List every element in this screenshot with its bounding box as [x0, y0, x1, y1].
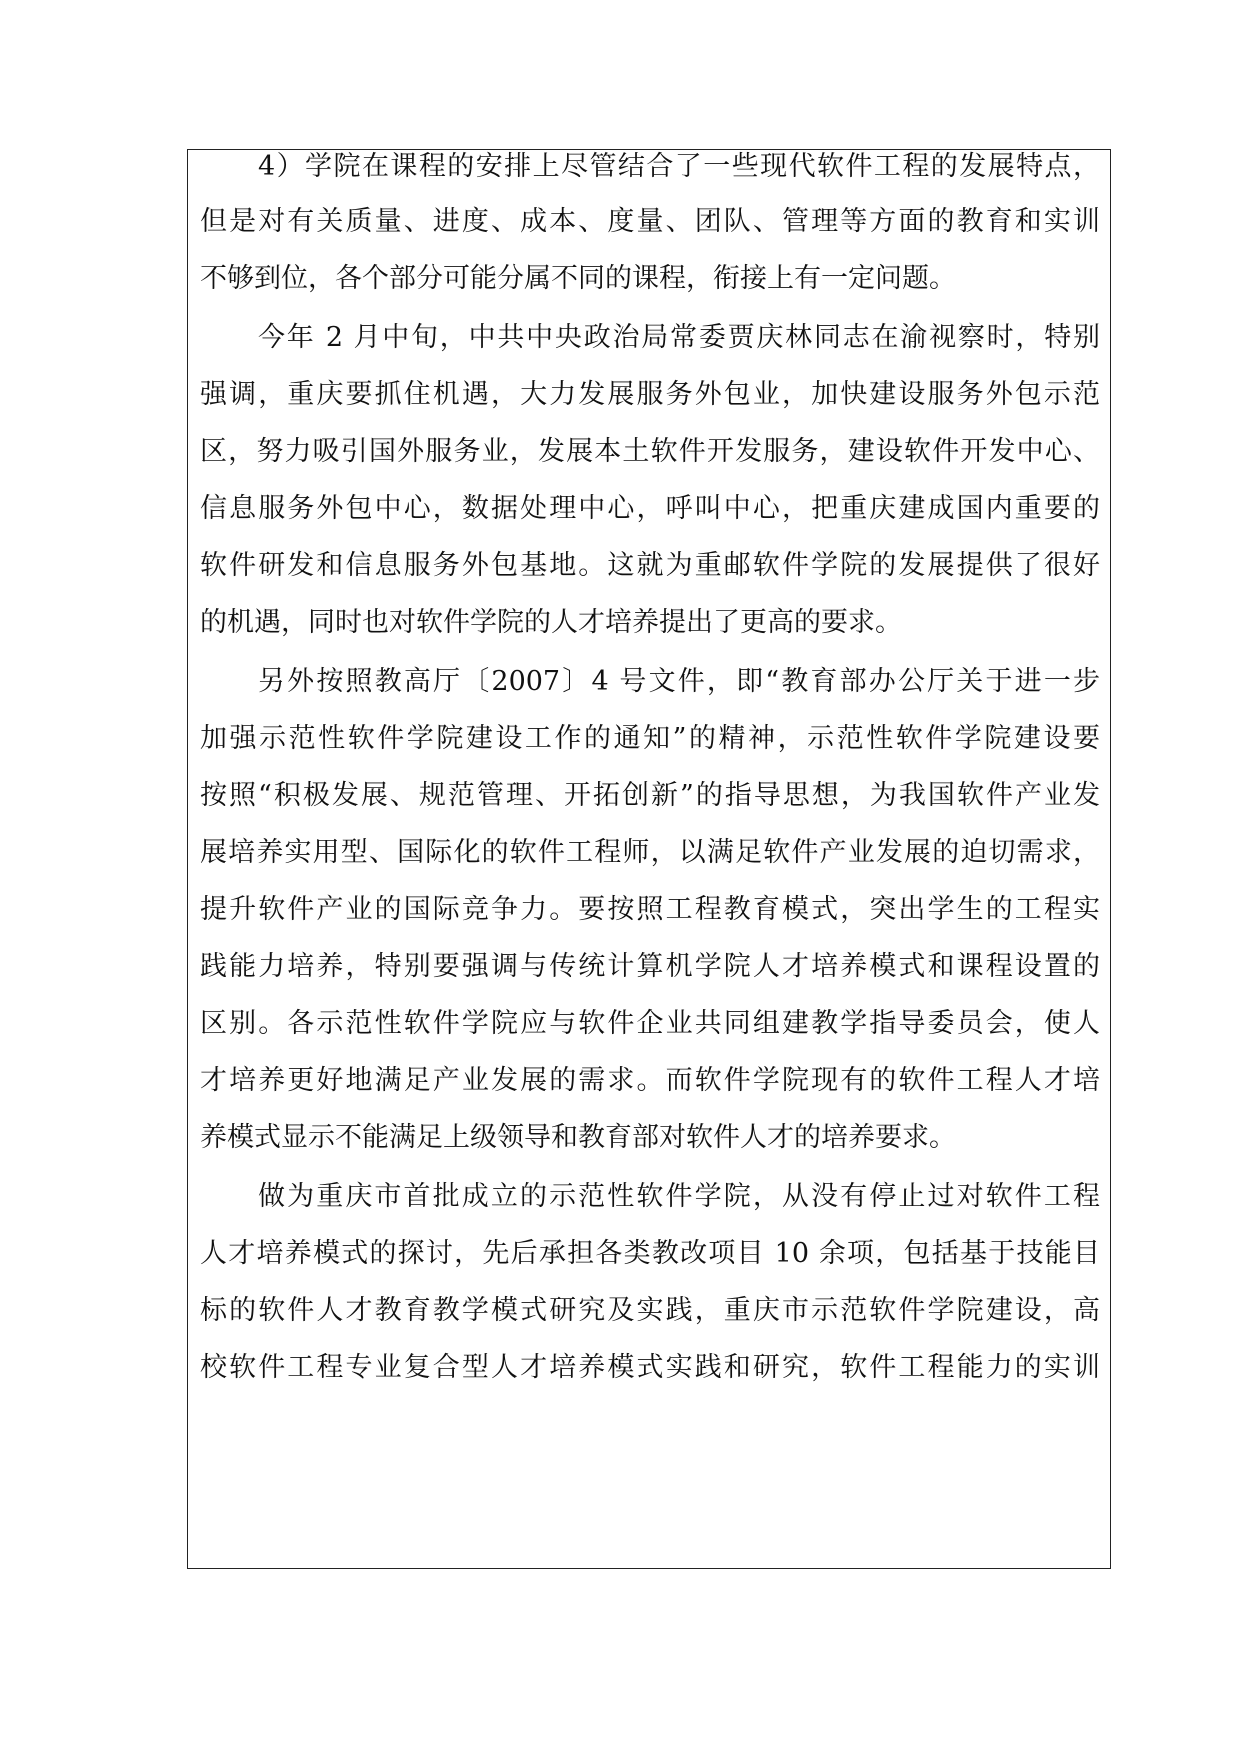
paragraph-2-line-2: 强调，重庆要抓住机遇，大力发展服务外包业，加快建设服务外包示范 [200, 379, 1100, 410]
paragraph-3-line-6: 践能力培养，特别要强调与传统计算机学院人才培养模式和课程设置的 [200, 951, 1100, 982]
paragraph-4-line-1: 做为重庆市首批成立的示范性软件学院，从没有停止过对软件工程 [258, 1181, 1100, 1212]
paragraph-3-line-1: 另外按照教高厅〔2007〕4 号文件，即“教育部办公厅关于进一步 [258, 666, 1100, 697]
paragraph-3-line-8: 才培养更好地满足产业发展的需求。而软件学院现有的软件工程人才培 [200, 1065, 1100, 1096]
paragraph-3-line-3: 按照“积极发展、规范管理、开拓创新”的指导思想，为我国软件产业发 [200, 780, 1100, 811]
paragraph-4-line-4: 校软件工程专业复合型人才培养模式实践和研究，软件工程能力的实训 [200, 1352, 1100, 1383]
paragraph-2-line-3: 区，努力吸引国外服务业，发展本土软件开发服务，建设软件开发中心、 [200, 436, 1100, 467]
paragraph-1-line-2: 但是对有关质量、进度、成本、度量、团队、管理等方面的教育和实训 [200, 206, 1100, 237]
paragraph-4-line-2: 人才培养模式的探讨，先后承担各类教改项目 10 余项，包括基于技能目 [200, 1238, 1100, 1269]
paragraph-2-line-1: 今年 2 月中旬，中共中央政治局常委贾庆林同志在渝视察时，特别 [258, 322, 1100, 353]
paragraph-1-line-1: 4）学院在课程的安排上尽管结合了一些现代软件工程的发展特点， [258, 151, 1100, 182]
paragraph-2-line-6: 的机遇，同时也对软件学院的人才培养提出了更高的要求。 [200, 607, 902, 638]
paragraph-2-line-4: 信息服务外包中心，数据处理中心，呼叫中心，把重庆建成国内重要的 [200, 493, 1100, 524]
paragraph-4-line-3: 标的软件人才教育教学模式研究及实践，重庆市示范软件学院建设，高 [200, 1295, 1100, 1326]
paragraph-3-line-2: 加强示范性软件学院建设工作的通知”的精神，示范性软件学院建设要 [200, 723, 1100, 754]
paragraph-2-line-5: 软件研发和信息服务外包基地。这就为重邮软件学院的发展提供了很好 [200, 550, 1100, 581]
paragraph-3-line-5: 提升软件产业的国际竞争力。要按照工程教育模式，突出学生的工程实 [200, 894, 1100, 925]
paragraph-3-line-4: 展培养实用型、国际化的软件工程师，以满足软件产业发展的迫切需求， [200, 837, 1100, 868]
paragraph-3-line-9: 养模式显示不能满足上级领导和教育部对软件人才的培养要求。 [200, 1122, 956, 1153]
paragraph-1-line-3: 不够到位，各个部分可能分属不同的课程，衔接上有一定问题。 [200, 263, 956, 294]
paragraph-3-line-7: 区别。各示范性软件学院应与软件企业共同组建教学指导委员会，使人 [200, 1008, 1100, 1039]
